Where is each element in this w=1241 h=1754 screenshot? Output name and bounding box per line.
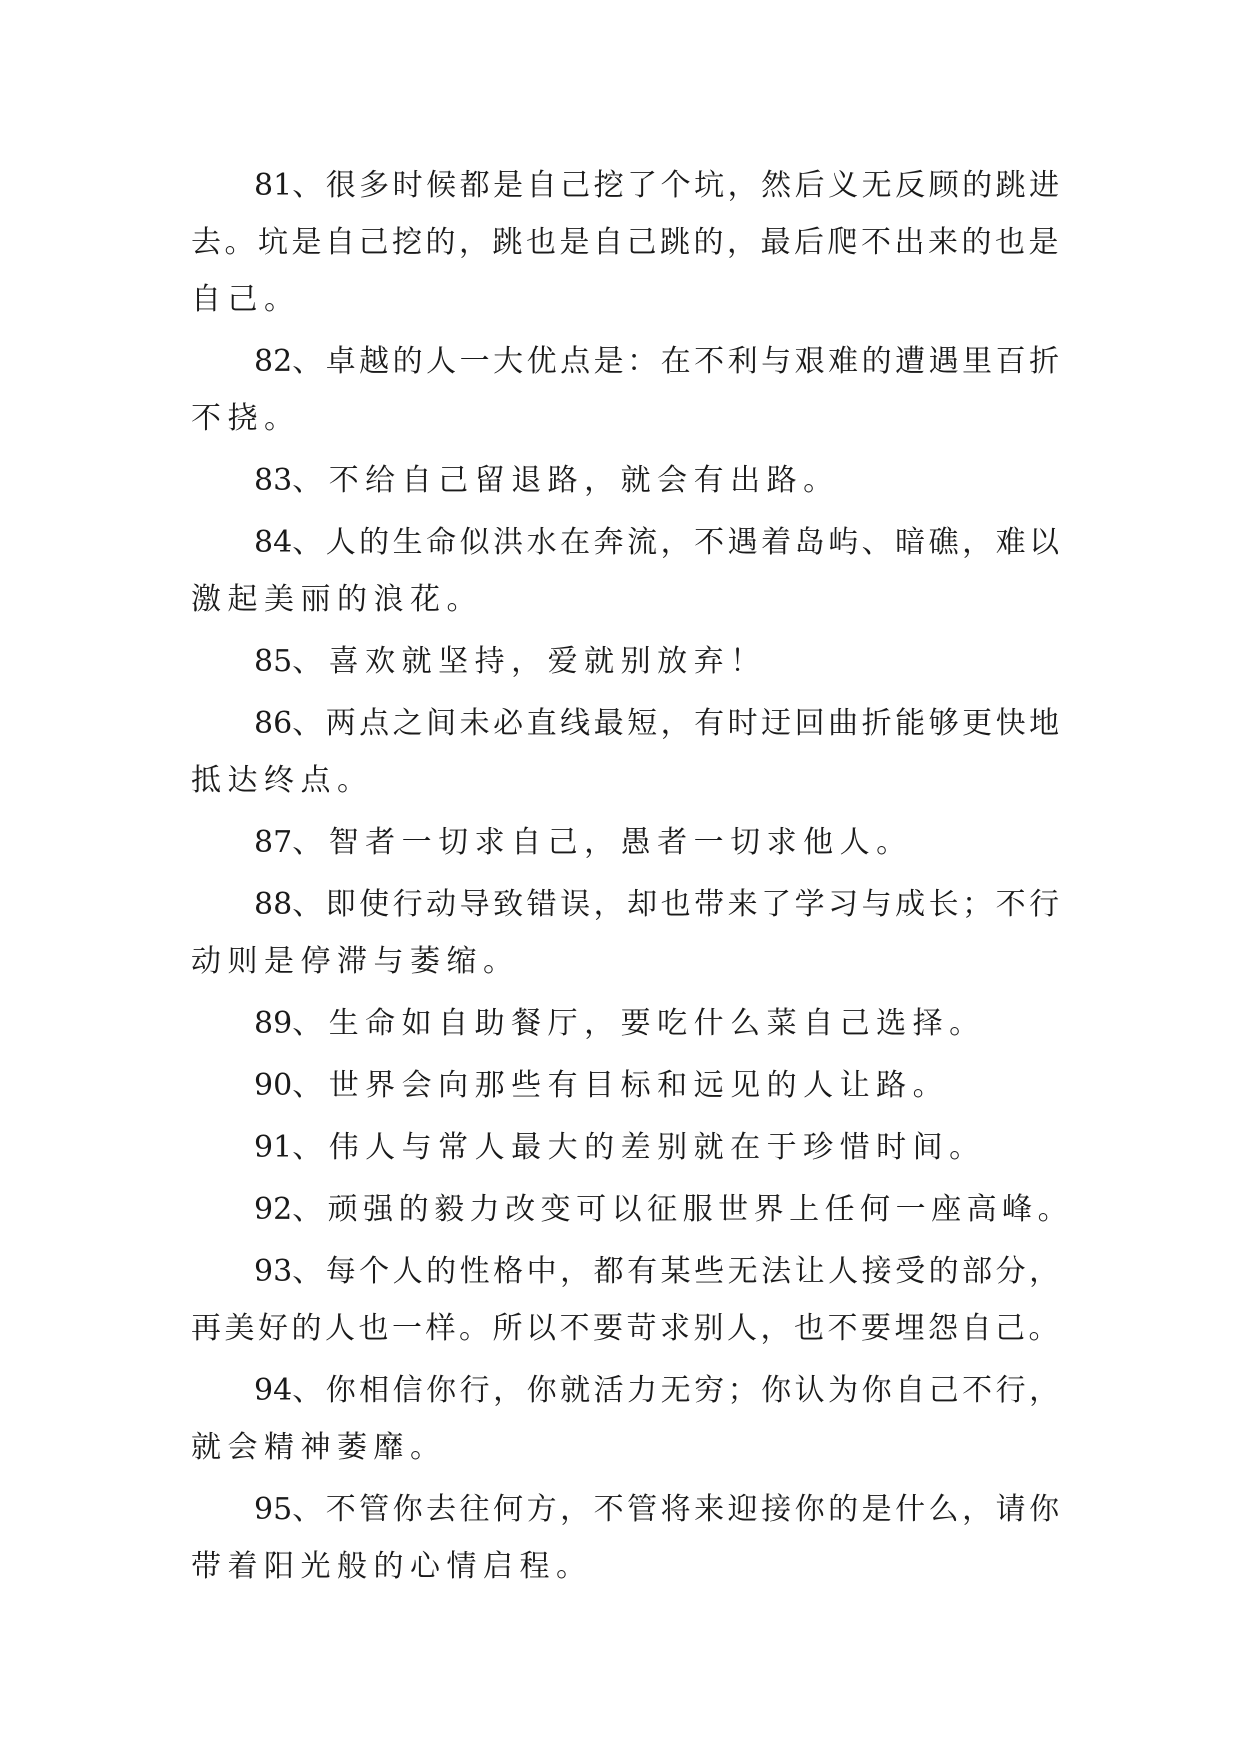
paragraph-first-line <box>191 157 1073 214</box>
quote-number: 87 <box>254 825 293 860</box>
line-text: 世界会向那些有目标和远见的人让路。 <box>328 1068 950 1103</box>
number-separator: 、 <box>292 463 329 498</box>
number-separator: 、 <box>292 1492 326 1527</box>
quote-paragraph <box>191 1181 1073 1238</box>
line-text: 顽强的毅力改变可以征服世界上任何一座高峰。 <box>327 1192 1074 1227</box>
number-separator: 、 <box>292 1192 328 1227</box>
quote-number: 92 <box>254 1192 293 1227</box>
paragraph-first-line <box>191 1181 1073 1238</box>
line-text: 喜欢就坚持，爱就别放弃！ <box>328 644 767 679</box>
paragraph-continuation-line <box>191 933 1073 990</box>
quote-paragraph <box>191 995 1073 1052</box>
number-separator: 、 <box>292 644 329 679</box>
paragraph-continuation-line <box>191 571 1073 628</box>
number-separator: 、 <box>292 1254 326 1289</box>
quote-paragraph <box>191 633 1073 690</box>
quote-number: 88 <box>254 887 293 922</box>
line-text: 卓越的人一大优点是：在不利与艰难的遭遇里百折 <box>325 344 1063 379</box>
line-text: 生命如自助餐厅，要吃什么菜自己选择。 <box>328 1006 986 1041</box>
line-text: 激起美丽的浪花。 <box>191 582 483 617</box>
number-separator: 、 <box>292 825 329 860</box>
line-text: 动则是停滞与萎缩。 <box>191 944 520 979</box>
quote-number: 86 <box>254 706 293 741</box>
quote-paragraph <box>191 1243 1073 1357</box>
line-text: 就会精神萎靡。 <box>191 1430 447 1465</box>
line-text: 即使行动导致错误，却也带来了学习与成长；不行 <box>325 887 1063 922</box>
number-separator: 、 <box>292 525 326 560</box>
paragraph-continuation-line <box>191 214 1073 271</box>
number-separator: 、 <box>292 887 326 922</box>
paragraph-first-line <box>191 514 1073 571</box>
line-text: 再美好的人也一样。所以不要苛求别人，也不要埋怨自己。 <box>191 1311 1062 1346</box>
line-text: 人的生命似洪水在奔流，不遇着岛屿、暗礁，难以 <box>325 525 1063 560</box>
paragraph-continuation-line <box>191 752 1073 809</box>
number-separator: 、 <box>292 1068 329 1103</box>
paragraph-first-line <box>191 1362 1073 1419</box>
paragraph-first-line <box>191 876 1073 933</box>
line-text: 自己。 <box>191 282 301 317</box>
quote-paragraph <box>191 333 1073 447</box>
paragraph-first-line <box>191 695 1073 752</box>
paragraph-first-line <box>191 814 1073 871</box>
quote-number: 94 <box>254 1373 293 1408</box>
number-separator: 、 <box>292 1006 329 1041</box>
paragraph-first-line <box>191 1243 1073 1300</box>
quote-number: 93 <box>254 1254 293 1289</box>
paragraph-first-line <box>191 995 1073 1052</box>
number-separator: 、 <box>292 1130 329 1165</box>
paragraph-first-line <box>191 1057 1073 1114</box>
line-text: 伟人与常人最大的差别就在于珍惜时间。 <box>328 1130 986 1165</box>
quote-number: 90 <box>254 1068 293 1103</box>
paragraph-first-line <box>191 1481 1073 1538</box>
line-text: 不给自己留退路，就会有出路。 <box>328 463 840 498</box>
quote-number: 95 <box>254 1492 293 1527</box>
quote-paragraph <box>191 1119 1073 1176</box>
line-text: 智者一切求自己，愚者一切求他人。 <box>328 825 913 860</box>
quote-paragraph <box>191 514 1073 628</box>
quote-paragraph <box>191 1481 1073 1595</box>
line-text: 两点之间未必直线最短，有时迂回曲折能够更快地 <box>325 706 1063 741</box>
paragraph-continuation-line <box>191 1300 1073 1357</box>
line-text: 抵达终点。 <box>191 763 374 798</box>
quote-number: 91 <box>254 1130 293 1165</box>
number-separator: 、 <box>292 344 326 379</box>
line-text: 去。坑是自己挖的，跳也是自己跳的，最后爬不出来的也是 <box>191 225 1062 260</box>
paragraph-first-line <box>191 452 1073 509</box>
quote-paragraph <box>191 876 1073 990</box>
paragraph-first-line <box>191 1119 1073 1176</box>
line-text: 不管你去往何方，不管将来迎接你的是什么，请你 <box>325 1492 1063 1527</box>
quote-paragraph <box>191 814 1073 871</box>
paragraph-first-line <box>191 633 1073 690</box>
line-text: 你相信你行，你就活力无穷；你认为你自己不行， <box>325 1373 1063 1408</box>
number-separator: 、 <box>292 168 326 203</box>
number-separator: 、 <box>292 706 326 741</box>
quote-number: 81 <box>254 168 293 203</box>
quote-paragraph <box>191 157 1073 328</box>
line-text: 带着阳光般的心情启程。 <box>191 1549 593 1584</box>
paragraph-first-line <box>191 333 1073 390</box>
quote-number: 83 <box>254 463 293 498</box>
line-text: 每个人的性格中，都有某些无法让人接受的部分， <box>325 1254 1063 1289</box>
line-text: 很多时候都是自己挖了个坑，然后义无反顾的跳进 <box>325 168 1063 203</box>
number-separator: 、 <box>292 1373 326 1408</box>
quote-paragraph <box>191 1057 1073 1114</box>
quote-number: 82 <box>254 344 293 379</box>
paragraph-continuation-line <box>191 271 1073 328</box>
quote-paragraph <box>191 452 1073 509</box>
document-body <box>191 157 1073 1600</box>
quote-number: 89 <box>254 1006 293 1041</box>
line-text: 不挠。 <box>191 401 301 436</box>
quote-number: 84 <box>254 525 293 560</box>
paragraph-continuation-line <box>191 1419 1073 1476</box>
paragraph-continuation-line <box>191 1538 1073 1595</box>
quote-paragraph <box>191 1362 1073 1476</box>
quote-number: 85 <box>254 644 293 679</box>
paragraph-continuation-line <box>191 390 1073 447</box>
quote-paragraph <box>191 695 1073 809</box>
